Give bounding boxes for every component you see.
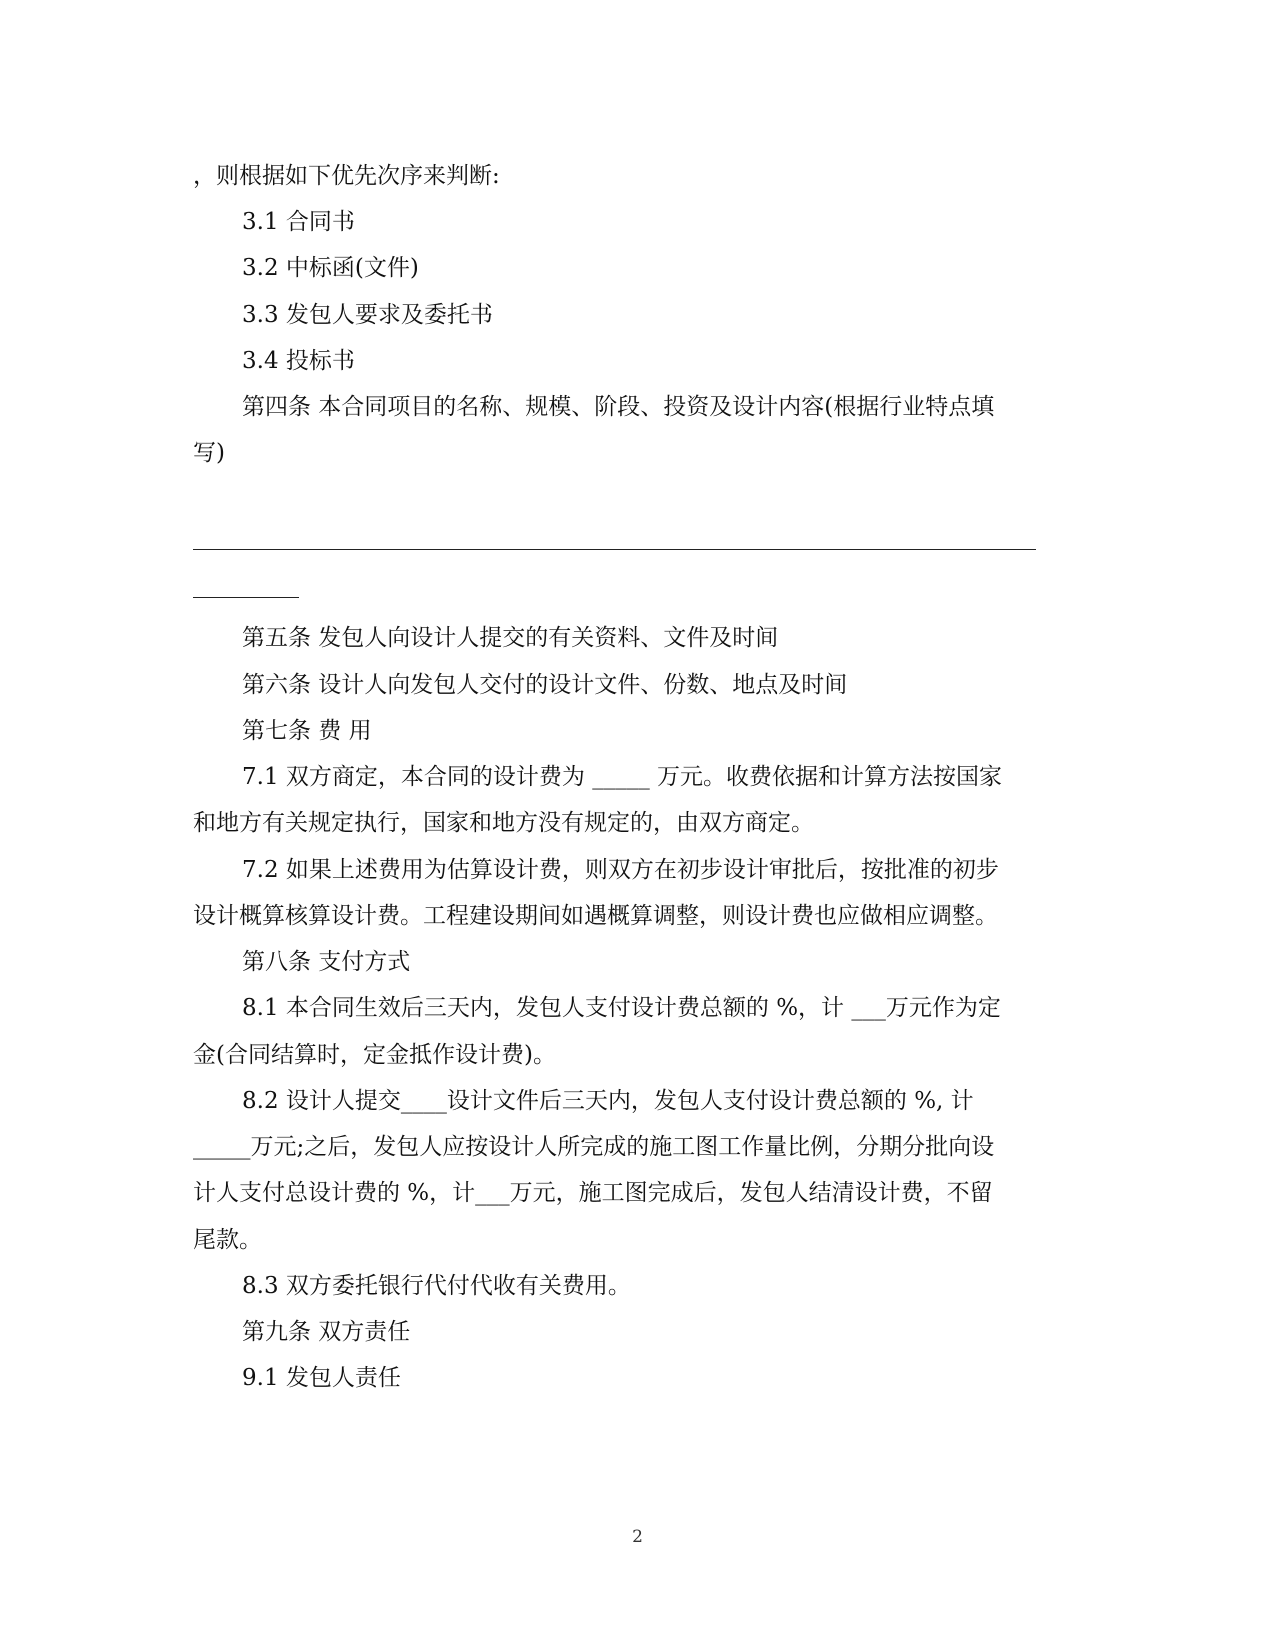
- text-line: ，则根据如下优先次序来判断:: [193, 163, 500, 189]
- article-4-heading: 第四条 本合同项目的名称、规模、阶段、投资及设计内容(根据行业特点填: [242, 394, 995, 420]
- article-4-continuation: 写): [193, 440, 225, 466]
- clause-7-2: 7.2 如果上述费用为估算设计费，则双方在初步设计审批后，按批准的初步: [242, 857, 999, 883]
- page-number: 2: [632, 1527, 643, 1547]
- clause-7-1-continuation: 和地方有关规定执行，国家和地方没有规定的，由双方商定。: [193, 810, 814, 836]
- clause-3-4: 3.4 投标书: [242, 348, 355, 374]
- clause-9-1: 9.1 发包人责任: [242, 1365, 401, 1391]
- clause-8-2-continuation: 尾款。: [193, 1227, 262, 1253]
- article-7-heading: 第七条 费 用: [242, 718, 372, 744]
- article-9-heading: 第九条 双方责任: [242, 1319, 411, 1345]
- clause-7-1: 7.1 双方商定，本合同的设计费为 _____ 万元。收费依据和计算方法按国家: [242, 764, 1003, 790]
- clause-8-1: 8.1 本合同生效后三天内，发包人支付设计费总额的 %，计 ___万元作为定: [242, 995, 1001, 1021]
- clause-3-3: 3.3 发包人要求及委托书: [242, 302, 493, 328]
- blank-fill-line: [193, 549, 1036, 550]
- clause-3-1: 3.1 合同书: [242, 209, 355, 235]
- article-5-heading: 第五条 发包人向设计人提交的有关资料、文件及时间: [242, 625, 779, 651]
- clause-8-3: 8.3 双方委托银行代付代收有关费用。: [242, 1273, 631, 1299]
- clause-8-1-continuation: 金(合同结算时，定金抵作设计费)。: [193, 1042, 556, 1068]
- clause-3-2: 3.2 中标函(文件): [242, 255, 419, 281]
- article-6-heading: 第六条 设计人向发包人交付的设计文件、份数、地点及时间: [242, 672, 848, 698]
- clause-8-2-continuation: _____万元;之后，发包人应按设计人所完成的施工图工作量比例，分期分批向设: [193, 1134, 995, 1160]
- article-8-heading: 第八条 支付方式: [242, 949, 411, 975]
- clause-7-2-continuation: 设计概算核算设计费。工程建设期间如遇概算调整，则设计费也应做相应调整。: [193, 903, 998, 929]
- blank-fill-line-end: [193, 597, 299, 598]
- clause-8-2: 8.2 设计人提交____设计文件后三天内，发包人支付设计费总额的 %, 计: [242, 1088, 974, 1114]
- clause-8-2-continuation: 计人支付总设计费的 %，计___万元，施工图完成后，发包人结清设计费，不留: [193, 1180, 993, 1206]
